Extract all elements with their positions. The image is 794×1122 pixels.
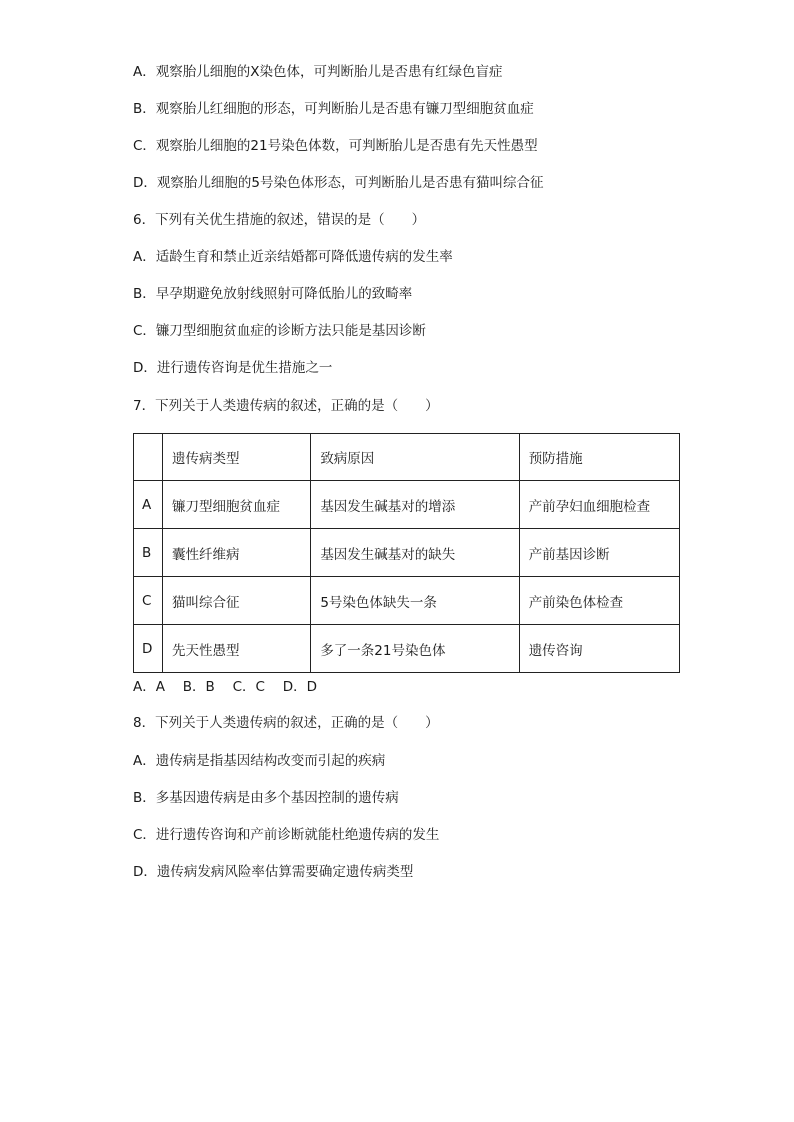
q8-option-d: D．遗传病发病风险率估算需要确定遗传病类型 [133, 864, 414, 880]
table-cell: D [134, 625, 163, 673]
table-cell: 5号染色体缺失一条 [311, 577, 519, 625]
table-header-cell: 遗传病类型 [163, 434, 311, 481]
table-cell: C [134, 577, 163, 625]
table-cell: 产前孕妇血细胞检查 [519, 481, 679, 529]
q6-option-a: A．适龄生育和禁止近亲结婚都可降低遗传病的发生率 [133, 249, 453, 265]
table-cell: 猫叫综合征 [163, 577, 311, 625]
prev-option-b: B．观察胎儿红细胞的形态，可判断胎儿是否患有镰刀型细胞贫血症 [133, 101, 534, 117]
q8-option-c: C．进行遗传咨询和产前诊断就能杜绝遗传病的发生 [133, 827, 440, 843]
table-cell: 产前染色体检查 [519, 577, 679, 625]
q7-table [133, 433, 680, 673]
table-row [134, 529, 680, 577]
table-cell: B [134, 529, 163, 577]
table-cell: 基因发生碱基对的增添 [311, 481, 519, 529]
table-cell: 基因发生碱基对的缺失 [311, 529, 519, 577]
table-row [134, 577, 680, 625]
q6-option-d: D．进行遗传咨询是优生措施之一 [133, 360, 333, 376]
table-row [134, 625, 680, 673]
table-header-cell: 预防措施 [519, 434, 679, 481]
q6-option-c: C．镰刀型细胞贫血症的诊断方法只能是基因诊断 [133, 323, 426, 339]
q7-answer-options: A．A B．B C．C D．D [133, 679, 318, 695]
table-cell: 先天性愚型 [163, 625, 311, 673]
q7-stem: 7．下列关于人类遗传病的叙述，正确的是（ ） [133, 398, 439, 414]
table-cell: 产前基因诊断 [519, 529, 679, 577]
q6-stem: 6．下列有关优生措施的叙述，错误的是（ ） [133, 212, 426, 228]
table-header-cell [134, 434, 163, 481]
q8-option-a: A．遗传病是指基因结构改变而引起的疾病 [133, 753, 386, 769]
prev-option-a: A．观察胎儿细胞的X染色体，可判断胎儿是否患有红绿色盲症 [133, 64, 503, 80]
q6-option-b: B．早孕期避免放射线照射可降低胎儿的致畸率 [133, 286, 413, 302]
table-row [134, 481, 680, 529]
table-header-row [134, 434, 680, 481]
table-header-cell: 致病原因 [311, 434, 519, 481]
table-cell: 囊性纤维病 [163, 529, 311, 577]
q8-option-b: B．多基因遗传病是由多个基因控制的遗传病 [133, 790, 399, 806]
prev-option-d: D．观察胎儿细胞的5号染色体形态，可判断胎儿是否患有猫叫综合征 [133, 175, 544, 191]
table-cell: A [134, 481, 163, 529]
table-cell: 多了一条21号染色体 [311, 625, 519, 673]
table-cell: 镰刀型细胞贫血症 [163, 481, 311, 529]
table-cell: 遗传咨询 [519, 625, 679, 673]
prev-option-c: C．观察胎儿细胞的21号染色体数，可判断胎儿是否患有先天性愚型 [133, 138, 538, 154]
q8-stem: 8．下列关于人类遗传病的叙述，正确的是（ ） [133, 715, 439, 731]
